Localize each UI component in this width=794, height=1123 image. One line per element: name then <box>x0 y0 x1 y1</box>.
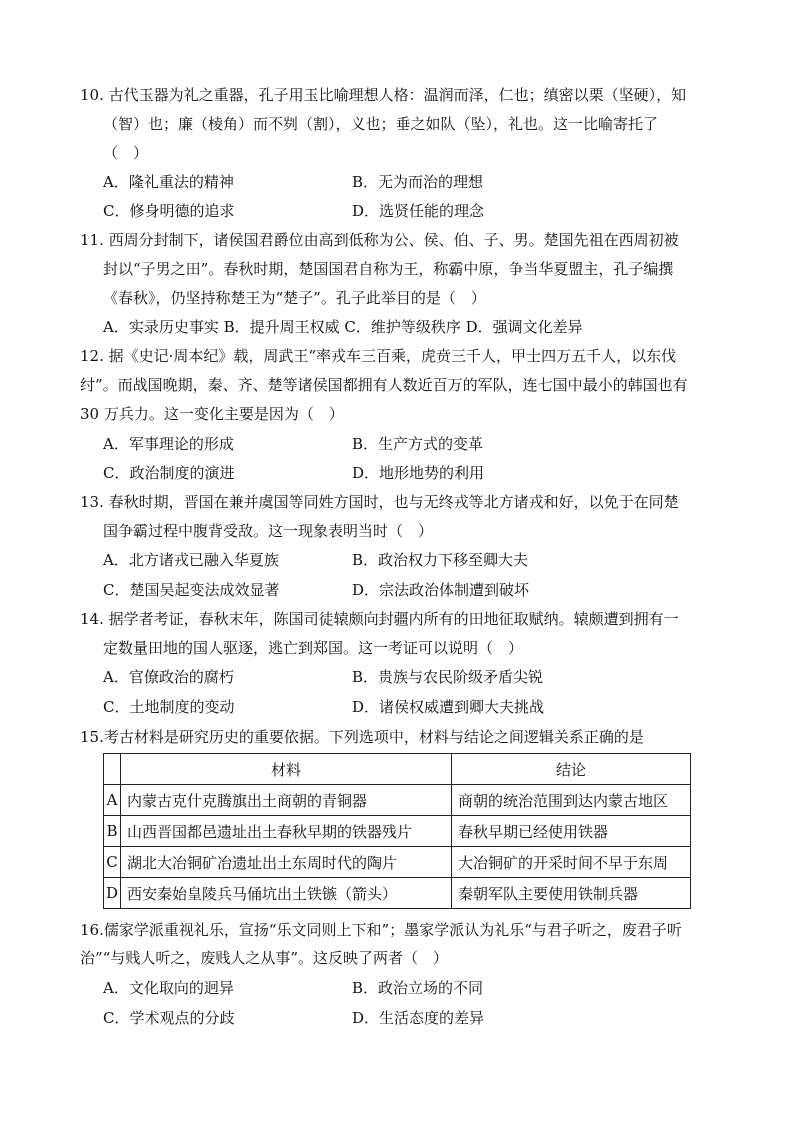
table-row[interactable] <box>104 847 691 878</box>
table-row[interactable] <box>104 878 691 909</box>
q13-line-2: 国争霸过程中腹背受敌。这一现象表明当时（ ） <box>103 522 434 540</box>
q13-option-b[interactable]: B．政治权力下移至卿大夫 <box>352 551 529 569</box>
q10-line-2: （智）也；廉（棱角）而不刿（割），义也；垂之如队（坠），礼也。这一比喻寄托了 <box>103 115 659 133</box>
q16-option-c[interactable]: C．学术观点的分歧 <box>103 1009 235 1027</box>
q13-option-d[interactable]: D．宗法政治体制遭到破坏 <box>352 581 530 599</box>
q14-option-a[interactable]: A．官僚政治的腐朽 <box>103 668 234 686</box>
q12-option-a[interactable]: A．军事理论的形成 <box>103 435 234 453</box>
q12-line-2: 纣”。而战国晚期，秦、齐、楚等诸侯国都拥有人数近百万的军队，连七国中最小的韩国也有 <box>80 376 688 394</box>
row-conclusion: 商朝的统治范围到达内蒙古地区 <box>452 785 691 816</box>
q15-table <box>103 753 691 909</box>
row-key: A <box>104 785 121 816</box>
q16-line-2: 治”“与贱人听之，废贱人之从事”。这反映了两者（ ） <box>80 949 449 967</box>
row-material: 湖北大冶铜矿冶遗址出土东周时代的陶片 <box>121 847 452 878</box>
table-header-conclusion: 结论 <box>452 754 691 785</box>
q11-line-3: 《春秋》，仍坚持称楚王为“楚子”。孔子此举目的是（ ） <box>103 289 486 307</box>
q16-option-a[interactable]: A．文化取向的迥异 <box>103 979 234 997</box>
q12-line-1: 12. 据《史记·周本纪》载，周武王“率戎车三百乘，虎贲三千人，甲士四万五千人，以东伐 <box>80 347 677 365</box>
row-conclusion: 秦朝军队主要使用铁制兵器 <box>452 878 691 909</box>
table-row[interactable] <box>104 785 691 816</box>
q10-option-b[interactable]: B．无为而治的理想 <box>352 173 484 191</box>
q14-option-d[interactable]: D．诸侯权威遭到卿大夫挑战 <box>352 698 545 716</box>
row-key: C <box>104 847 121 878</box>
q14-line-2: 定数量田地的国人驱逐，逃亡到郑国。这一考证可以说明（ ） <box>103 639 524 657</box>
q11-options[interactable]: A．实录历史事实 B．提升周王权威 C．维护等级秩序 D．强调文化差异 <box>103 318 583 336</box>
q14-line-1: 14. 据学者考证，春秋末年，陈国司徒辕颇向封疆内所有的田地征取赋纳。辕颇遭到拥有一 <box>80 610 679 628</box>
q14-option-c[interactable]: C．土地制度的变动 <box>103 698 235 716</box>
q16-option-d[interactable]: D．生活态度的差异 <box>352 1009 485 1027</box>
q10-line-1: 10. 古代玉器为礼之重器，孔子用玉比喻理想人格：温润而泽，仁也；缜密以栗（坚硬），知 <box>80 86 687 104</box>
q14-option-b[interactable]: B．贵族与农民阶级矛盾尖锐 <box>352 668 544 686</box>
q12-option-d[interactable]: D．地形地势的利用 <box>352 464 485 482</box>
q13-option-c[interactable]: C．楚国吴起变法成效显著 <box>103 581 280 599</box>
q12-option-b[interactable]: B．生产方式的变革 <box>352 435 484 453</box>
q11-line-2: 封以“子男之田”。春秋时期，楚国国君自称为王，称霸中原，争当华夏盟主，孔子编撰 <box>103 260 674 278</box>
q16-option-b[interactable]: B．政治立场的不同 <box>352 979 484 997</box>
row-key: B <box>104 816 121 847</box>
row-conclusion: 春秋早期已经使用铁器 <box>452 816 691 847</box>
row-material: 内蒙古克什克腾旗出土商朝的青铜器 <box>121 785 452 816</box>
q10-line-3: （ ） <box>103 144 149 162</box>
row-material: 山西晋国都邑遗址出土春秋早期的铁器残片 <box>121 816 452 847</box>
q13-option-a[interactable]: A．北方诸戎已融入华夏族 <box>103 551 279 569</box>
q11-line-1: 11. 西周分封制下，诸侯国君爵位由高到低称为公、侯、伯、子、男。楚国先祖在西周初被 <box>80 231 679 249</box>
q13-line-1: 13. 春秋时期，晋国在兼并虞国等同姓方国时，也与无终戎等北方诸戎和好，以免于在同楚 <box>80 493 679 511</box>
table-header-key <box>104 754 121 785</box>
q12-option-c[interactable]: C．政治制度的演进 <box>103 464 235 482</box>
table-header-row <box>104 754 691 785</box>
q15-stem: 15.考古材料是研究历史的重要依据。下列选项中，材料与结论之间逻辑关系正确的是 <box>80 728 644 746</box>
table-row[interactable] <box>104 816 691 847</box>
q10-option-a[interactable]: A．隆礼重法的精神 <box>103 173 234 191</box>
row-key: D <box>104 878 121 909</box>
table-header-material: 材料 <box>121 754 452 785</box>
q10-option-d[interactable]: D．选贤任能的理念 <box>352 202 485 220</box>
row-conclusion: 大冶铜矿的开采时间不早于东周 <box>452 847 691 878</box>
q16-line-1: 16.儒家学派重视礼乐，宣扬“乐文同则上下和”；墨家学派认为礼乐“与君子听之，废君子听 <box>80 921 682 939</box>
q12-line-3: 30 万兵力。这一变化主要是因为（ ） <box>80 405 344 423</box>
row-material: 西安秦始皇陵兵马俑坑出土铁镞（箭头） <box>121 878 452 909</box>
q10-option-c[interactable]: C．修身明德的追求 <box>103 202 235 220</box>
